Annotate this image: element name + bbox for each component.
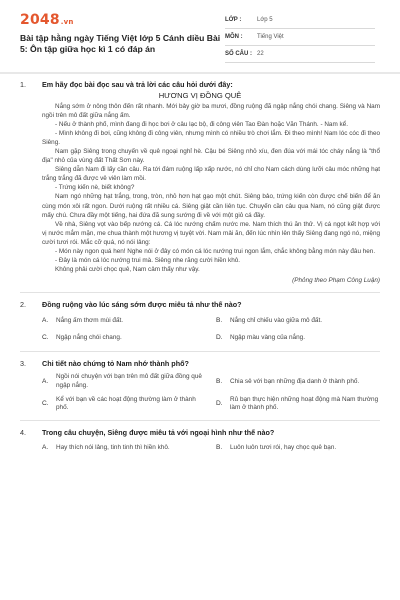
- story-paragraph: Nam gặp Siêng trong chuyến về quê ngoại nghỉ hè. Cậu bé Siêng nhỏ xíu, đen đúa với mái tóc cháy nắng là "thổ địa" nhỏ của vùng đất Thất Sơn này.: [42, 147, 380, 165]
- answer-option-a[interactable]: [42, 315, 206, 327]
- header-divider: [0, 72, 400, 74]
- meta-key: LỚP :: [225, 17, 242, 23]
- answer-option-a[interactable]: [42, 373, 206, 390]
- option-letter: A.: [42, 316, 49, 324]
- question-separator: [20, 420, 380, 421]
- document-meta: [225, 12, 375, 63]
- option-text: Nắng chỉ chiếu vào giữa mô đất.: [230, 316, 323, 324]
- answer-option-d[interactable]: [216, 332, 380, 344]
- question-number: 3.: [20, 358, 26, 368]
- meta-row-class: [225, 12, 375, 29]
- option-text: Ngồi nói chuyện với bạn trên mô đất giữa đồng quê ngập nắng.: [56, 373, 202, 389]
- question-prompt: Đồng ruộng vào lúc sáng sớm được miêu tả như thế nào?: [42, 300, 242, 310]
- story-paragraph: - Nếu ở thành phố, mình đang đi học bơi ở câu lạc bộ, đi công viên Tao Đàn hoặc Văn Thánh. - Nam kể.: [55, 120, 348, 128]
- meta-row-subject: [225, 29, 375, 46]
- answer-options: [42, 373, 380, 412]
- questions-content: [20, 80, 380, 454]
- answer-option-c[interactable]: [42, 332, 206, 344]
- logo-suffix: .vn: [60, 18, 74, 26]
- story-paragraph: - Món này ngon quá hen! Nghe nói ở đây có món cá lóc nướng trui ngon lắm, chắc không bằng món này đâu hen.: [55, 248, 376, 255]
- question-prompt: Trong câu chuyện, Siêng được miêu tả với ngoại hình như thế nào?: [42, 427, 275, 437]
- site-logo[interactable]: [20, 12, 74, 28]
- option-letter: B.: [216, 443, 223, 451]
- option-text: Chia sẻ với bạn những địa danh ở thành phố.: [230, 377, 360, 385]
- document-header: [0, 0, 400, 72]
- meta-value: Lớp 5: [257, 17, 273, 23]
- meta-key: MÔN :: [225, 34, 243, 40]
- story-paragraph: Siêng dẫn Nam đi lấy cần câu. Ra tới đám ruộng lấp xấp nước, nó chỉ cho Nam cách dùng lưỡi câu móc những hạt trắng trắng đã được vê viên làm mồi.: [42, 166, 380, 183]
- answer-option-b[interactable]: [216, 315, 380, 327]
- story-title: HƯƠNG VỊ ĐỒNG QUÊ: [158, 90, 242, 100]
- question-number: 1.: [20, 80, 26, 89]
- question-separator: [20, 292, 380, 293]
- story-source: (Phỏng theo Phạm Công Luận): [292, 277, 380, 285]
- question-separator: [20, 351, 380, 352]
- meta-value: Tiếng Việt: [257, 34, 284, 40]
- option-letter: D.: [216, 399, 223, 407]
- question-2: [20, 300, 380, 344]
- answer-option-a[interactable]: [42, 442, 206, 454]
- option-letter: A.: [42, 377, 49, 385]
- question-3: [20, 359, 380, 413]
- option-letter: D.: [216, 333, 223, 341]
- story-paragraph: - Đây là món cá lóc nướng trui mà. Siêng nhe răng cười hiền khô.: [55, 257, 241, 265]
- document-title: Bài tập hằng ngày Tiếng Việt lớp 5 Cánh diều Bài 5: Ôn tập giữa học kì 1 có đáp án: [20, 33, 221, 54]
- option-letter: A.: [42, 443, 49, 451]
- option-text: Rủ bạn thực hiện những hoạt động mà Nam thường làm ở thành phố.: [230, 395, 379, 412]
- story-paragraph: Nam ngó những hạt trắng, trong, tròn, nhỏ hơn hạt gạo một chút. Siêng bảo, trứng kiến còn được chế biến để ăn cùng món xôi rất ngon. Dưới ruộng rất nhiều cá. Siêng giật cần liên tục. Chuyến cần câu qua Nam, nó cũng giật được mấy chú. Chưa đầy một tiếng, hai đứa đã sung sướng đi về với một giỏ cá đầy.: [42, 193, 380, 219]
- option-text: Kể với bạn về các hoạt động thường làm ở thành phố.: [56, 395, 196, 412]
- option-letter: C.: [42, 399, 49, 407]
- answer-option-b[interactable]: [216, 373, 380, 390]
- meta-row-count: [225, 46, 375, 63]
- option-text: Ngập màu vàng của nắng.: [230, 333, 305, 341]
- option-text: Luôn luôn tươi rói, hay chọc quê bạn.: [230, 443, 337, 451]
- answer-option-d[interactable]: [216, 396, 380, 413]
- question-4: [20, 428, 380, 455]
- question-1: [20, 80, 380, 285]
- meta-value: 22: [257, 51, 264, 57]
- option-letter: B.: [216, 377, 223, 385]
- option-text: Nắng ấm thơm mùi đất.: [56, 316, 124, 324]
- story-paragraph: Nắng sớm ở nông thôn đến rất nhanh. Mới bảy giờ ba mươi, đồng ruộng đã ngập nắng chói chang. Siêng và Nam ngồi trên mô đất giữa nắng ấm.: [42, 102, 380, 119]
- option-text: Hay thích nói lảng, tinh tinh thì hiền khô.: [56, 443, 170, 451]
- answer-option-b[interactable]: [216, 442, 380, 454]
- question-number: 2.: [20, 300, 26, 310]
- question-prompt: Em hãy đọc bài đọc sau và trả lời các câu hỏi dưới đây:: [42, 80, 233, 89]
- question-number: 4.: [20, 427, 26, 437]
- story-paragraph: Về nhà, Siêng vọt vào bếp nướng cá. Cá lóc nướng chấm nước me. Nam thích thú ăn thử. Vị cá ngọt kết hợp với vị nước mắm mặn, me chua thành một hương vị tuyệt vời. Nam mải ăn, đến lúc nhìn lên thấy Siêng đang ngó nó, miệng cười tươi rói. Mắc cỡ quá, nó nói lảng:: [42, 220, 380, 246]
- answer-options: [42, 442, 380, 454]
- answer-options: [42, 315, 380, 344]
- story-paragraph: - Mình không đi bơi, cũng không đi công viên, nhưng mình có nhiều trò chơi lắm. Đi theo mình! Nam lóc cóc đi theo Siêng.: [42, 129, 380, 146]
- meta-key: SỐ CÂU :: [225, 51, 252, 57]
- option-letter: C.: [42, 333, 49, 341]
- question-prompt: Chi tiết nào chứng tỏ Nam nhớ thành phố?: [42, 358, 189, 368]
- option-text: Ngập nắng chói chang.: [56, 333, 122, 341]
- option-letter: B.: [216, 316, 223, 324]
- story-paragraph: - Trứng kiến nè, biết không?: [55, 184, 135, 192]
- story-paragraph: Không phải cười chọc quê, Nam cảm thấy như vậy.: [55, 266, 200, 274]
- answer-option-c[interactable]: [42, 396, 206, 413]
- logo-main: 2048: [20, 12, 60, 28]
